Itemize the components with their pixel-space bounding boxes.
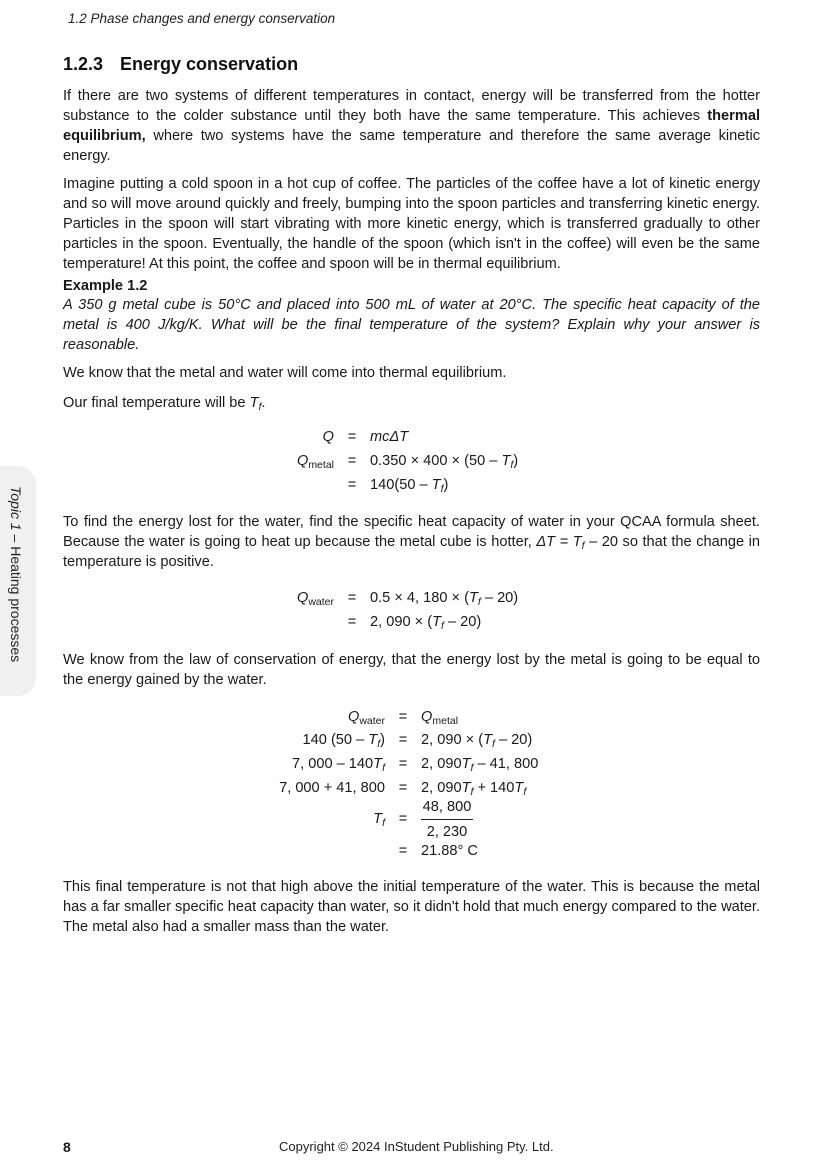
- math-sub: f: [377, 738, 381, 750]
- fraction-numerator: 48, 800: [422, 799, 472, 815]
- equation-rhs: [421, 752, 538, 776]
- math-var: Q: [347, 709, 360, 725]
- math-text: 2, 090 × (: [421, 732, 484, 748]
- math-sub: f: [470, 762, 474, 774]
- paragraph-text: Our final temperature will be: [63, 395, 250, 411]
- equation-row: [0, 473, 823, 497]
- math-var: T: [469, 590, 478, 606]
- equals-sign: =: [398, 732, 408, 748]
- math-var: T: [501, 453, 511, 469]
- equation-row: [0, 776, 823, 800]
- math-sub: f: [523, 786, 527, 798]
- section-title: [63, 54, 298, 75]
- equals-sign: =: [398, 780, 408, 796]
- math-text: ): [443, 477, 449, 493]
- equals-sign: =: [398, 811, 408, 827]
- equation-lhs: [0, 705, 385, 729]
- paragraph-conclusion: This final temperature is not that high above the initial temperature of the water. This is because the metal has a far smaller specific heat capacity than water, so it didn't hold that much energy compared to the water. The metal also had a smaller mass than the water.: [63, 879, 760, 935]
- math-var: T: [461, 756, 471, 772]
- equation-lhs: [0, 586, 334, 610]
- equation-rhs: [421, 728, 532, 752]
- math-sub: f: [492, 738, 495, 750]
- math-var: T: [368, 732, 378, 748]
- paragraph-text: To find the energy lost for the water, find the specific heat capacity of water in your QCAA formula sheet. Because the water is going to heat up because the metal cube is hotter,: [63, 514, 760, 550]
- paragraph-text: – 20 so that the change in temperature is positive.: [63, 534, 760, 570]
- equation-row: [0, 728, 823, 752]
- chapter-side-tab: [0, 466, 36, 696]
- fraction-denominator: 2, 230: [426, 824, 468, 840]
- equation-lhs: 7, 000 + 41, 800: [279, 780, 385, 796]
- equation-row: [0, 839, 823, 863]
- equation-lhs: [0, 807, 385, 831]
- paragraph-text: .: [261, 395, 266, 411]
- paragraph-text: where two systems have the same temperature and therefore the same average kinetic energy.: [63, 128, 760, 164]
- math-sub: f: [510, 459, 514, 471]
- math-text: – 20): [494, 732, 533, 748]
- example-title: Example 1.2: [63, 278, 148, 294]
- math-var: T: [483, 732, 492, 748]
- equals-sign: =: [347, 477, 357, 493]
- equals-sign: =: [398, 756, 408, 772]
- math-text: 0.5 × 4, 180 × (: [370, 590, 469, 606]
- math-text: 2, 090: [421, 756, 462, 772]
- topic-name: Heating processes: [8, 546, 24, 663]
- equals-sign: =: [398, 709, 408, 725]
- math-sub: metal: [308, 459, 334, 471]
- equation-lhs: [0, 728, 385, 752]
- equals-sign: =: [347, 590, 357, 606]
- paragraph-thermal-equilibrium: [63, 86, 760, 166]
- math-text: – 20): [480, 590, 519, 606]
- equation-lhs: Q: [322, 429, 334, 445]
- math-text: 2, 090: [421, 780, 462, 796]
- equals-sign: =: [347, 614, 357, 630]
- math-sub: f: [440, 483, 444, 495]
- equation-lhs: [0, 752, 385, 776]
- separator: –: [8, 530, 24, 547]
- math-text: ): [513, 453, 519, 469]
- chapter-tab-label: [8, 486, 24, 662]
- equals-sign: =: [398, 843, 408, 859]
- example-question: A 350 g metal cube is 50°C and placed into 500 mL of water at 20°C. The specific heat capacity of the metal is 400 J/kg/K. What will be the final temperature of the system? Explain why your answer is reasonable.: [63, 297, 760, 353]
- section-title-text: Energy conservation: [120, 54, 299, 74]
- fraction-bar: [421, 819, 473, 820]
- math-sub: f: [441, 620, 444, 632]
- paragraph-spoon-coffee: Imagine putting a cold spoon in a hot cup of coffee. The particles of the coffee have a lot of kinetic energy and so will move around quickly and freely, bumping into the spoon particles and transferring kinetic energy. Particles in the spoon will start vibrating with more kinetic energy, which is transferred gradually to other particles in the spoon. Eventually, the handle of the spoon (which isn't in the coffee) will even be the same temperature! At this point, the coffee and spoon will be in thermal equilibrium.: [63, 176, 760, 272]
- equation-row: [0, 807, 823, 831]
- math-text: – 20): [443, 614, 482, 630]
- equation-rhs: [421, 705, 458, 729]
- math-var: Q: [296, 590, 309, 606]
- equation-row: [0, 425, 823, 449]
- math-var: T: [514, 780, 524, 796]
- equation-rhs: [370, 610, 481, 634]
- section-number: 1.2.3: [63, 54, 104, 74]
- equation-row: [0, 752, 823, 776]
- math-sub: f: [477, 596, 481, 608]
- math-sub: f: [258, 401, 262, 413]
- math-expression: ΔT = T: [536, 534, 582, 550]
- math-var: T: [373, 756, 383, 772]
- math-text: 7, 000 – 140: [292, 756, 374, 772]
- equation-rhs: [370, 473, 448, 497]
- math-text: – 41, 800: [473, 756, 539, 772]
- math-text: 2, 090 × (: [370, 614, 433, 630]
- page-number: 8: [63, 1139, 71, 1155]
- paragraph-water-energy: [63, 512, 760, 572]
- math-sub: metal: [432, 715, 459, 727]
- math-text: ): [380, 732, 385, 748]
- running-head: 1.2 Phase changes and energy conservation: [68, 11, 336, 26]
- math-text: 140(50 –: [370, 477, 432, 493]
- paragraph-equilibrium-statement: We know that the metal and water will come into thermal equilibrium.: [63, 365, 507, 381]
- math-sub: water: [359, 715, 385, 727]
- equation-row: [0, 449, 823, 473]
- paragraph-final-temp: [63, 393, 760, 413]
- math-var: Q: [421, 709, 433, 725]
- bold-term: thermal equilibrium,: [63, 108, 760, 144]
- math-sub: f: [382, 762, 385, 774]
- equation-rhs: [370, 586, 518, 610]
- math-var: T: [249, 395, 259, 411]
- equation-lhs: [0, 449, 334, 473]
- equals-sign: =: [347, 429, 357, 445]
- topic-number: Topic 1: [8, 486, 24, 531]
- equation-rhs: [370, 449, 518, 473]
- math-sub: f: [470, 786, 474, 798]
- math-var: T: [431, 477, 441, 493]
- equation-rhs: mcΔT: [370, 429, 409, 445]
- math-sub: f: [581, 540, 585, 552]
- math-sub: water: [308, 596, 334, 608]
- math-var: T: [461, 780, 471, 796]
- math-var: T: [432, 614, 441, 630]
- math-sub: f: [382, 817, 385, 829]
- paragraph-conservation-law: We know from the law of conservation of energy, that the energy lost by the metal is going to be equal to the energy gained by the water.: [63, 652, 760, 688]
- paragraph-text: If there are two systems of different temperatures in contact, energy will be transferred from the hotter substance to the colder substance until they both have the same temperature. This achieves: [63, 88, 760, 124]
- equation-row: [0, 610, 823, 634]
- copyright-notice: Copyright © 2024 InStudent Publishing Pty. Ltd.: [279, 1139, 554, 1154]
- math-text: 140 (50 –: [302, 732, 369, 748]
- equation-row: [0, 705, 823, 729]
- math-text: + 140: [473, 780, 515, 796]
- fraction: [421, 797, 473, 842]
- math-text: 0.350 × 400 × (50 –: [370, 453, 502, 469]
- math-var: Q: [296, 453, 309, 469]
- equation-row: [0, 586, 823, 610]
- equals-sign: =: [347, 453, 357, 469]
- math-var: T: [373, 811, 383, 827]
- equation-rhs: 21.88° C: [421, 843, 478, 859]
